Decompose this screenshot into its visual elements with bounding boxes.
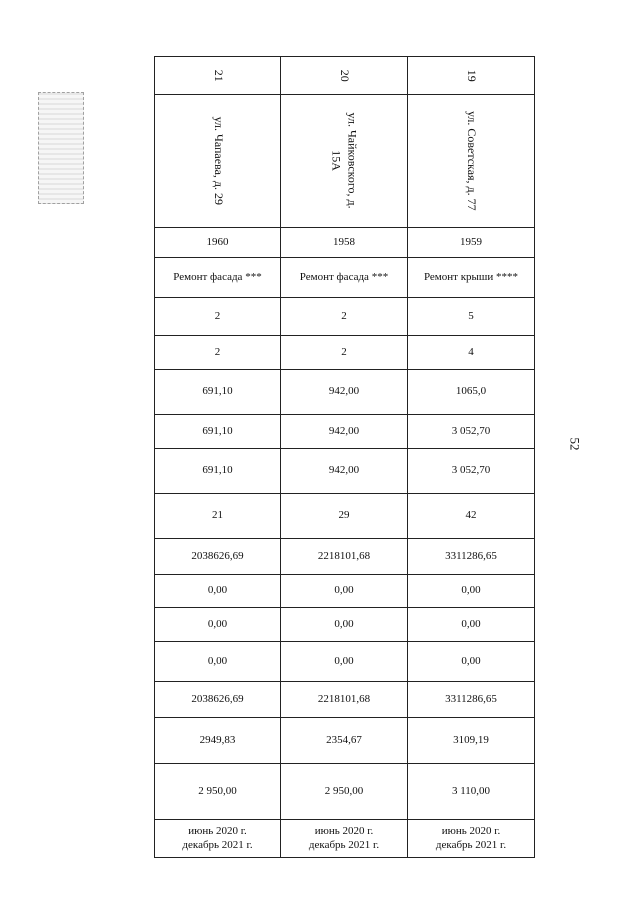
value-cell: 3 110,00 [408, 764, 535, 820]
cell-year: 1960 [155, 228, 281, 258]
value-row [155, 370, 535, 415]
housing-table [154, 56, 535, 858]
cell-address: ул. Чайковского, д. 15А [281, 95, 408, 228]
value-cell: 2 [155, 336, 281, 370]
value-row [155, 575, 535, 608]
value-cell: 691,10 [155, 370, 281, 415]
period-end: декабрь 2021 г. [435, 838, 507, 851]
value-cell: 0,00 [281, 642, 408, 682]
value-cell: 942,00 [281, 415, 408, 449]
value-cell: 2 950,00 [281, 764, 408, 820]
value-cell: 1065,0 [408, 370, 535, 415]
cell-number: 21 [155, 57, 281, 95]
value-cell: 42 [408, 494, 535, 539]
value-cell: 3311286,65 [408, 539, 535, 575]
value-cell: 0,00 [155, 575, 281, 608]
value-cell: 2 [281, 298, 408, 336]
cell-address: ул. Чапаева, д. 29 [155, 95, 281, 228]
value-cell: 3 052,70 [408, 449, 535, 494]
value-cell: 5 [408, 298, 535, 336]
value-cell: 2354,67 [281, 718, 408, 764]
value-cell: 691,10 [155, 449, 281, 494]
value-cell: 29 [281, 494, 408, 539]
value-cell: 0,00 [155, 608, 281, 642]
value-cell: 0,00 [281, 608, 408, 642]
cell-address: ул. Советская, д. 77 [408, 95, 535, 228]
value-row [155, 718, 535, 764]
value-cell: 2218101,68 [281, 682, 408, 718]
cell-work-type: Ремонт фасада *** [155, 258, 281, 298]
cell-period [408, 820, 535, 858]
value-row [155, 642, 535, 682]
value-row [155, 449, 535, 494]
cell-year: 1958 [281, 228, 408, 258]
value-row [155, 764, 535, 820]
row-number [155, 57, 535, 95]
cell-period [281, 820, 408, 858]
value-cell: 2038626,69 [155, 539, 281, 575]
value-cell: 2 [281, 336, 408, 370]
value-row [155, 336, 535, 370]
value-cell: 942,00 [281, 449, 408, 494]
cell-number: 19 [408, 57, 535, 95]
period-end: декабрь 2021 г. [182, 838, 253, 851]
value-cell: 2949,83 [155, 718, 281, 764]
value-cell: 942,00 [281, 370, 408, 415]
value-cell: 21 [155, 494, 281, 539]
value-row [155, 494, 535, 539]
value-row [155, 608, 535, 642]
row-year [155, 228, 535, 258]
value-cell: 0,00 [408, 575, 535, 608]
value-cell: 0,00 [281, 575, 408, 608]
value-cell: 2 950,00 [155, 764, 281, 820]
value-row [155, 539, 535, 575]
row-address [155, 95, 535, 228]
value-cell: 0,00 [408, 642, 535, 682]
cell-number: 20 [281, 57, 408, 95]
value-cell: 3 052,70 [408, 415, 535, 449]
cell-period [155, 820, 281, 858]
period-start: июнь 2020 г. [441, 824, 501, 837]
value-cell: 3311286,65 [408, 682, 535, 718]
value-cell: 691,10 [155, 415, 281, 449]
value-cell: 2 [155, 298, 281, 336]
value-cell: 2038626,69 [155, 682, 281, 718]
value-row [155, 682, 535, 718]
value-cell: 3109,19 [408, 718, 535, 764]
row-work-type [155, 258, 535, 298]
value-row [155, 298, 535, 336]
period-start: июнь 2020 г. [314, 824, 374, 837]
cell-year: 1959 [408, 228, 535, 258]
value-cell: 4 [408, 336, 535, 370]
cell-work-type: Ремонт фасада *** [281, 258, 408, 298]
period-end: декабрь 2021 г. [308, 838, 380, 851]
stamp-mark [38, 92, 84, 204]
value-cell: 0,00 [408, 608, 535, 642]
row-period [155, 820, 535, 858]
value-cell: 2218101,68 [281, 539, 408, 575]
value-row [155, 415, 535, 449]
period-start: июнь 2020 г. [188, 824, 247, 837]
cell-work-type: Ремонт крыши **** [408, 258, 535, 298]
page-number: 52 [567, 437, 583, 451]
value-cell: 0,00 [155, 642, 281, 682]
